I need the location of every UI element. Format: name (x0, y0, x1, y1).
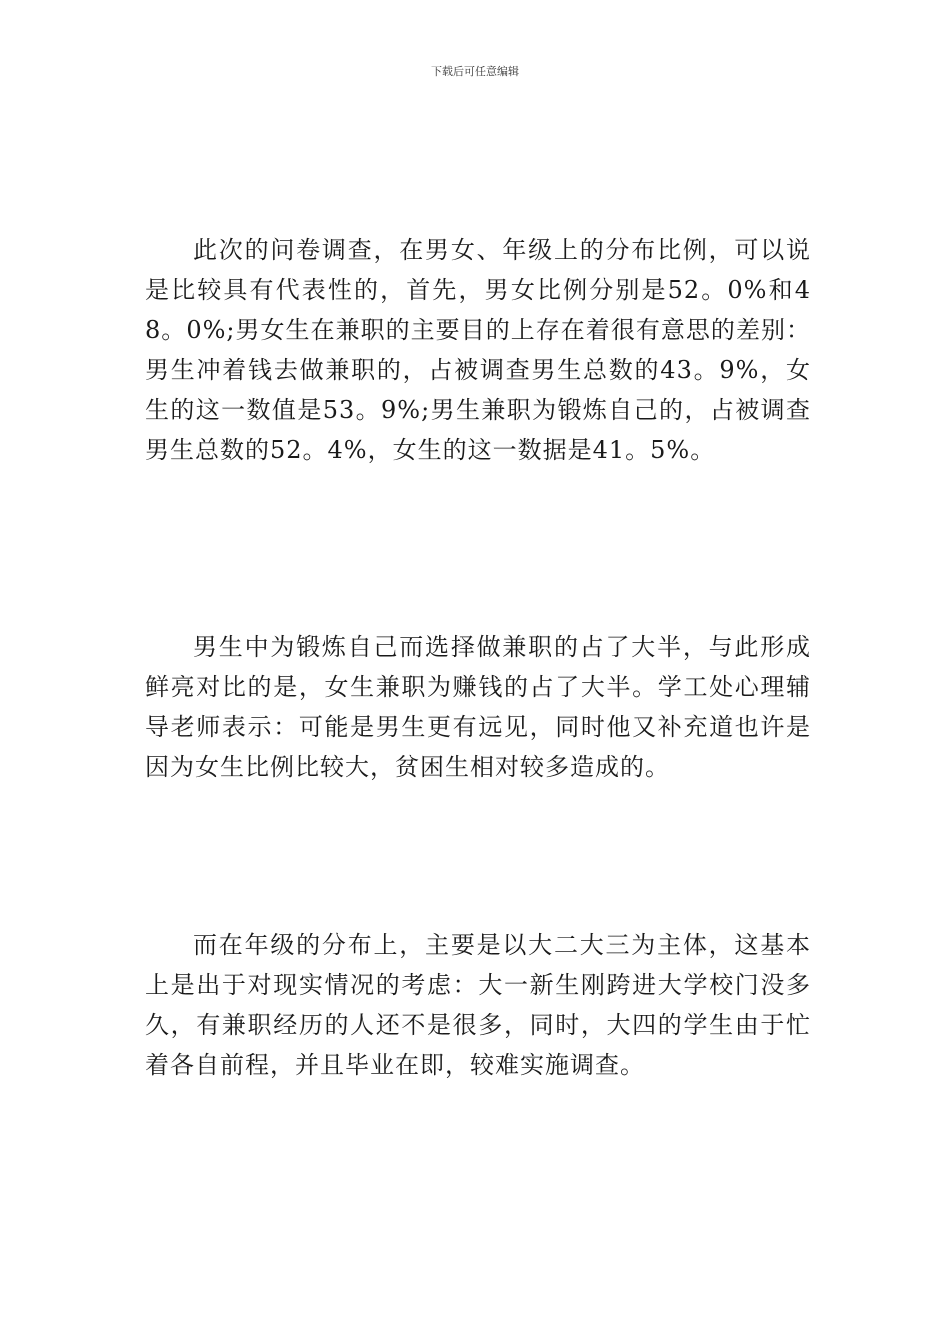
page-header: 下载后可任意编辑 (431, 65, 519, 78)
paragraph-text: 此次的问卷调查，在男女、年级上的分布比例，可以说是比较具有代表性的，首先，男女比例分别是52。0%和48。0%;男女生在兼职的主要目的上存在着很有意思的差别：男生冲着钱去做兼职的，占被调查男生总数的43。9%，女生的这一数值是53。9%;男生兼职为锻炼自己的，占被调查男生总数的52。4%，女生的这一数据是41。5%。 (145, 236, 811, 464)
paragraph-text: 男生中为锻炼自己而选择做兼职的占了大半，与此形成鲜亮对比的是，女生兼职为赚钱的占了大半。学工处心理辅导老师表示：可能是男生更有远见，同时他又补充道也许是因为女生比例比较大，贫困生相对较多造成的。 (145, 633, 811, 781)
paragraph-2 (145, 627, 811, 787)
paragraph-3 (145, 925, 811, 1085)
paragraph-1 (145, 230, 811, 470)
paragraph-text: 而在年级的分布上，主要是以大二大三为主体，这基本上是出于对现实情况的考虑：大一新生刚跨进大学校门没多久，有兼职经历的人还不是很多，同时，大四的学生由于忙着各自前程，并且毕业在即，较难实施调查。 (145, 931, 811, 1079)
